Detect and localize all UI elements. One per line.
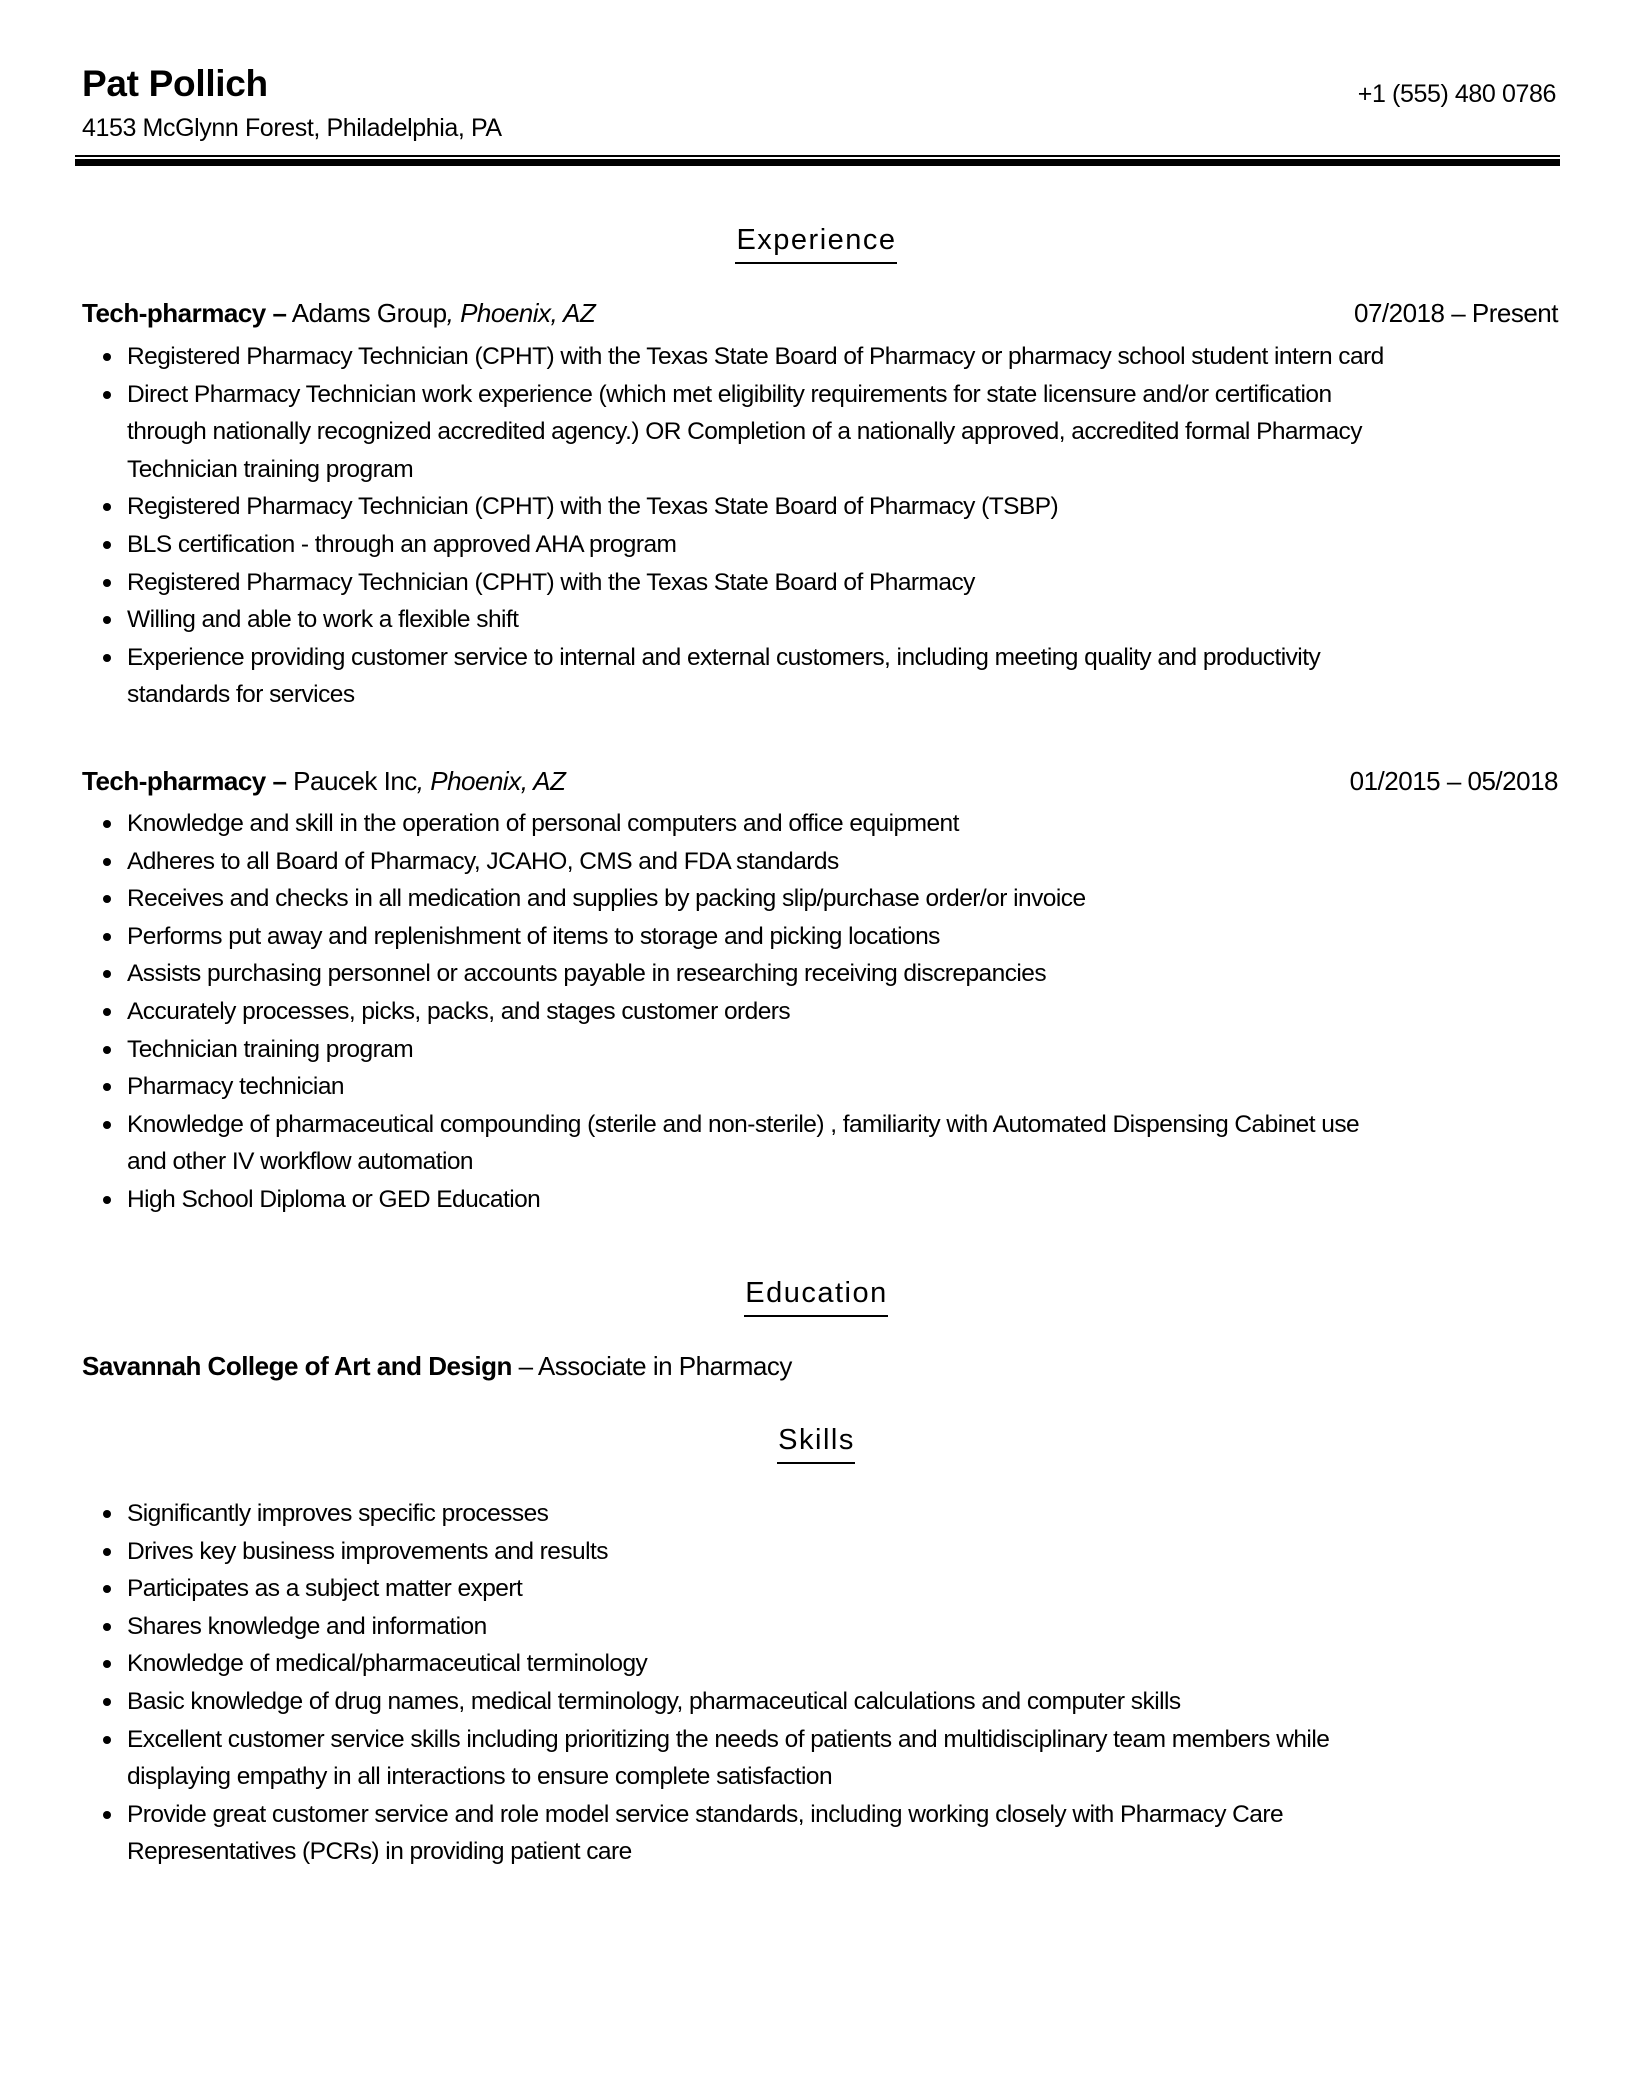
section-heading: Experience (735, 222, 896, 264)
bullet-icon (103, 616, 111, 624)
list-item: BLS certification - through an approved AHA program (103, 526, 1563, 564)
job-bullet-list (103, 338, 1563, 714)
education-degree: Associate in Pharmacy (537, 1351, 792, 1381)
job-dates: 07/2018 – Present (1354, 298, 1558, 328)
candidate-phone: +1 (555) 480 0786 (1357, 80, 1556, 108)
list-item: Performs put away and replenishment of items to storage and picking locations (103, 918, 1563, 956)
job-title: Tech-pharmacy – (82, 766, 287, 796)
bullet-icon (103, 1623, 111, 1631)
bullet-icon (103, 503, 111, 511)
header-divider-thin (75, 155, 1560, 157)
list-item: Experience providing customer service to internal and external customers, including meeting quality and productivity standards for services (103, 639, 1563, 714)
skills-bullet-list (103, 1495, 1563, 1871)
bullet-icon (103, 1196, 111, 1204)
section-heading: Skills (777, 1422, 855, 1464)
list-item: Direct Pharmacy Technician work experience (which met eligibility requirements for state licensure and/or certification through nationally recognized accredited agency.) OR Completion of a nationally approved, accredited formal Pharmacy Technician training program (103, 376, 1563, 489)
list-item: Registered Pharmacy Technician (CPHT) with the Texas State Board of Pharmacy (103, 564, 1563, 602)
job-company: Adams Group (286, 298, 447, 328)
list-item: Excellent customer service skills including prioritizing the needs of patients and multidisciplinary team members while displaying empathy in all interactions to ensure complete satisfaction (103, 1721, 1563, 1796)
job-header (82, 764, 1558, 798)
bullet-icon (103, 970, 111, 978)
bullet-icon (103, 820, 111, 828)
bullet-icon (103, 1660, 111, 1668)
header-divider-thick (75, 159, 1560, 166)
bullet-icon (103, 895, 111, 903)
bullet-icon (103, 1585, 111, 1593)
bullet-icon (103, 579, 111, 587)
section-heading: Education (744, 1275, 888, 1317)
list-item: Accurately processes, picks, packs, and stages customer orders (103, 993, 1563, 1031)
job-bullet-list (103, 805, 1563, 1219)
bullet-icon (103, 1083, 111, 1091)
bullet-icon (103, 933, 111, 941)
section-title-experience (0, 222, 1632, 264)
bullet-icon (103, 541, 111, 549)
bullet-icon (103, 1046, 111, 1054)
bullet-icon (103, 1121, 111, 1129)
list-item: Drives key business improvements and results (103, 1533, 1563, 1571)
list-item: Registered Pharmacy Technician (CPHT) with the Texas State Board of Pharmacy or pharmacy school student intern card (103, 338, 1563, 376)
list-item: Receives and checks in all medication and supplies by packing slip/purchase order/or invoice (103, 880, 1563, 918)
candidate-name: Pat Pollich (82, 63, 268, 104)
job-title: Tech-pharmacy – (82, 298, 287, 328)
list-item: Adheres to all Board of Pharmacy, JCAHO, CMS and FDA standards (103, 843, 1563, 881)
bullet-icon (103, 1008, 111, 1016)
job-company: Paucek Inc (286, 766, 417, 796)
education-school: Savannah College of Art and Design (82, 1351, 512, 1381)
bullet-icon (103, 1811, 111, 1819)
bullet-icon (103, 858, 111, 866)
list-item: Pharmacy technician (103, 1068, 1563, 1106)
job-dates: 01/2015 – 05/2018 (1349, 766, 1558, 796)
bullet-icon (103, 654, 111, 662)
list-item: High School Diploma or GED Education (103, 1181, 1563, 1219)
candidate-address: 4153 McGlynn Forest, Philadelphia, PA (82, 114, 502, 142)
bullet-icon (103, 1736, 111, 1744)
list-item: Shares knowledge and information (103, 1608, 1563, 1646)
list-item: Technician training program (103, 1031, 1563, 1069)
job-location: , Phoenix, AZ (446, 298, 596, 328)
bullet-icon (103, 1548, 111, 1556)
list-item: Knowledge of medical/pharmaceutical terminology (103, 1645, 1563, 1683)
list-item: Assists purchasing personnel or accounts payable in researching receiving discrepancies (103, 955, 1563, 993)
job-location: , Phoenix, AZ (416, 766, 566, 796)
list-item: Registered Pharmacy Technician (CPHT) with the Texas State Board of Pharmacy (TSBP) (103, 488, 1563, 526)
list-item: Knowledge of pharmaceutical compounding (sterile and non-sterile) , familiarity with Automated Dispensing Cabinet use and other IV workflow automation (103, 1106, 1563, 1181)
list-item: Knowledge and skill in the operation of personal computers and office equipment (103, 805, 1563, 843)
bullet-icon (103, 1510, 111, 1518)
bullet-icon (103, 353, 111, 361)
list-item: Significantly improves specific processes (103, 1495, 1563, 1533)
bullet-icon (103, 1698, 111, 1706)
education-separator: – (511, 1351, 538, 1381)
list-item: Basic knowledge of drug names, medical terminology, pharmaceutical calculations and computer skills (103, 1683, 1563, 1721)
job-header (82, 296, 1558, 330)
section-title-education (0, 1275, 1632, 1317)
bullet-icon (103, 391, 111, 399)
section-title-skills (0, 1422, 1632, 1464)
list-item: Willing and able to work a flexible shift (103, 601, 1563, 639)
list-item: Participates as a subject matter expert (103, 1570, 1563, 1608)
list-item: Provide great customer service and role model service standards, including working closely with Pharmacy Care Representatives (PCRs) in providing patient care (103, 1796, 1563, 1871)
education-entry (82, 1349, 792, 1383)
